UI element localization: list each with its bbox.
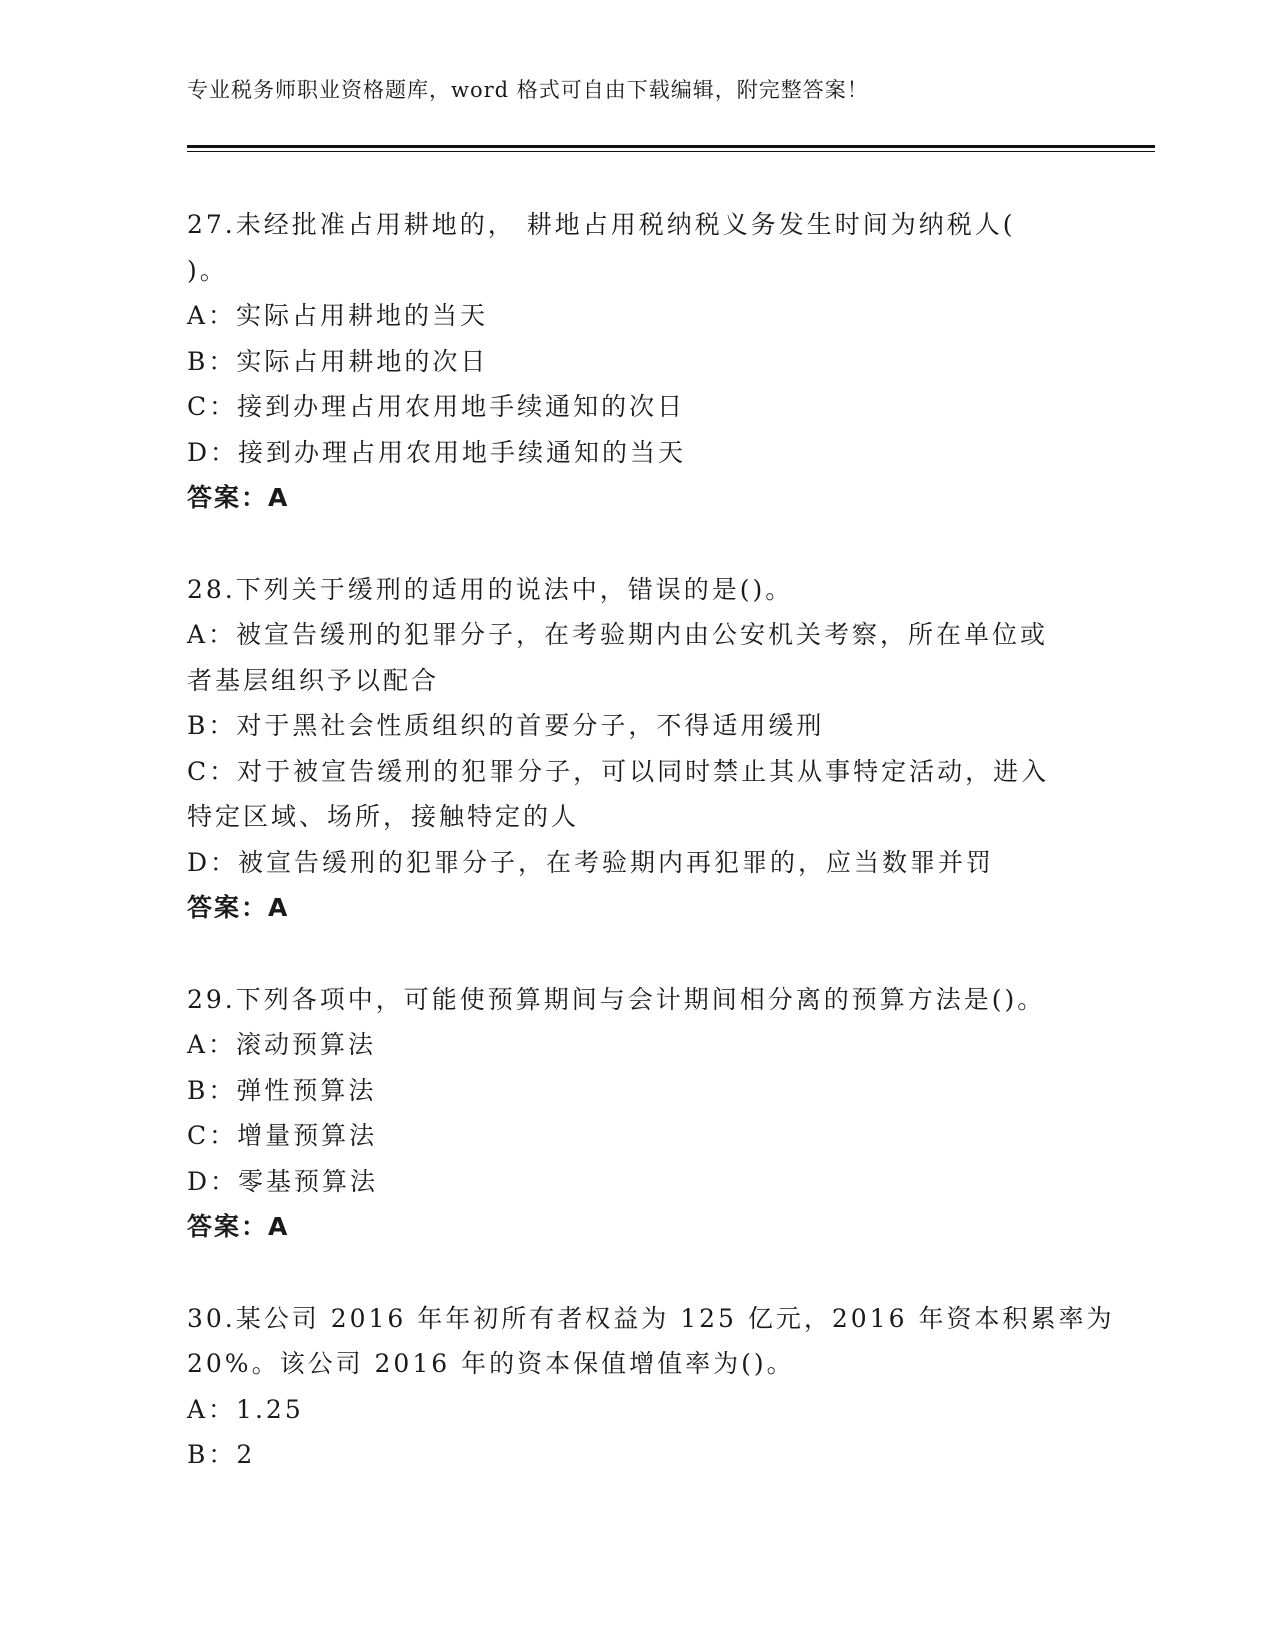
option-d: D：被宣告缓刑的犯罪分子，在考验期内再犯罪的，应当数罪并罚 (187, 847, 995, 877)
question-29 (187, 977, 1087, 1250)
option-c: C：接到办理占用农用地手续通知的次日 (187, 392, 686, 421)
option-b: B：弹性预算法 (187, 1075, 377, 1105)
question-list (187, 202, 1115, 1524)
question-text: 29.下列各项中，可能使预算期间与会计期间相分离的预算方法是()。 (187, 984, 1046, 1014)
option-a-continued: 者基层组织予以配合 (187, 665, 440, 695)
question-28 (187, 567, 1087, 931)
option-c-continued: 特定区域、场所，接触特定的人 (187, 802, 580, 831)
question-text: 20%。该公司 2016 年的资本保值增值率为()。 (187, 1349, 795, 1378)
option-a: A：实际占用耕地的当天 (187, 301, 489, 330)
option-b: B：实际占用耕地的次日 (187, 346, 489, 376)
option-b: B：2 (187, 1440, 256, 1469)
option-c: C：增量预算法 (187, 1121, 378, 1150)
question-text: 28.下列关于缓刑的适用的说法中，错误的是()。 (187, 574, 794, 604)
header-rule-thick (187, 145, 1155, 148)
header-rule-thin (187, 151, 1155, 152)
answer: 答案：A (187, 483, 290, 512)
question-text: 27.未经批准占用耕地的， 耕地占用税纳税义务发生时间为纳税人( (187, 210, 1016, 239)
answer: 答案：A (187, 1212, 290, 1241)
answer: 答案：A (187, 893, 290, 922)
option-d: D：零基预算法 (187, 1166, 379, 1196)
question-text: )。 (187, 255, 228, 285)
option-d: D：接到办理占用农用地手续通知的当天 (187, 437, 687, 467)
option-c: C：对于被宣告缓刑的犯罪分子，可以同时禁止其从事特定活动，进入 (187, 756, 1050, 786)
option-a: A：被宣告缓刑的犯罪分子，在考验期内由公安机关考察，所在单位或 (187, 620, 1049, 649)
option-b: B：对于黑社会性质组织的首要分子，不得适用缓刑 (187, 711, 825, 740)
question-30 (187, 1296, 1115, 1478)
question-text: 30.某公司 2016 年年初所有者权益为 125 亿元，2016 年资本积累率为 (187, 1303, 1115, 1333)
option-a: A：滚动预算法 (187, 1030, 377, 1059)
question-27 (187, 202, 1087, 521)
page-header: 专业税务师职业资格题库，word 格式可自由下载编辑，附完整答案！ (187, 78, 869, 102)
option-a: A：1.25 (187, 1394, 304, 1424)
